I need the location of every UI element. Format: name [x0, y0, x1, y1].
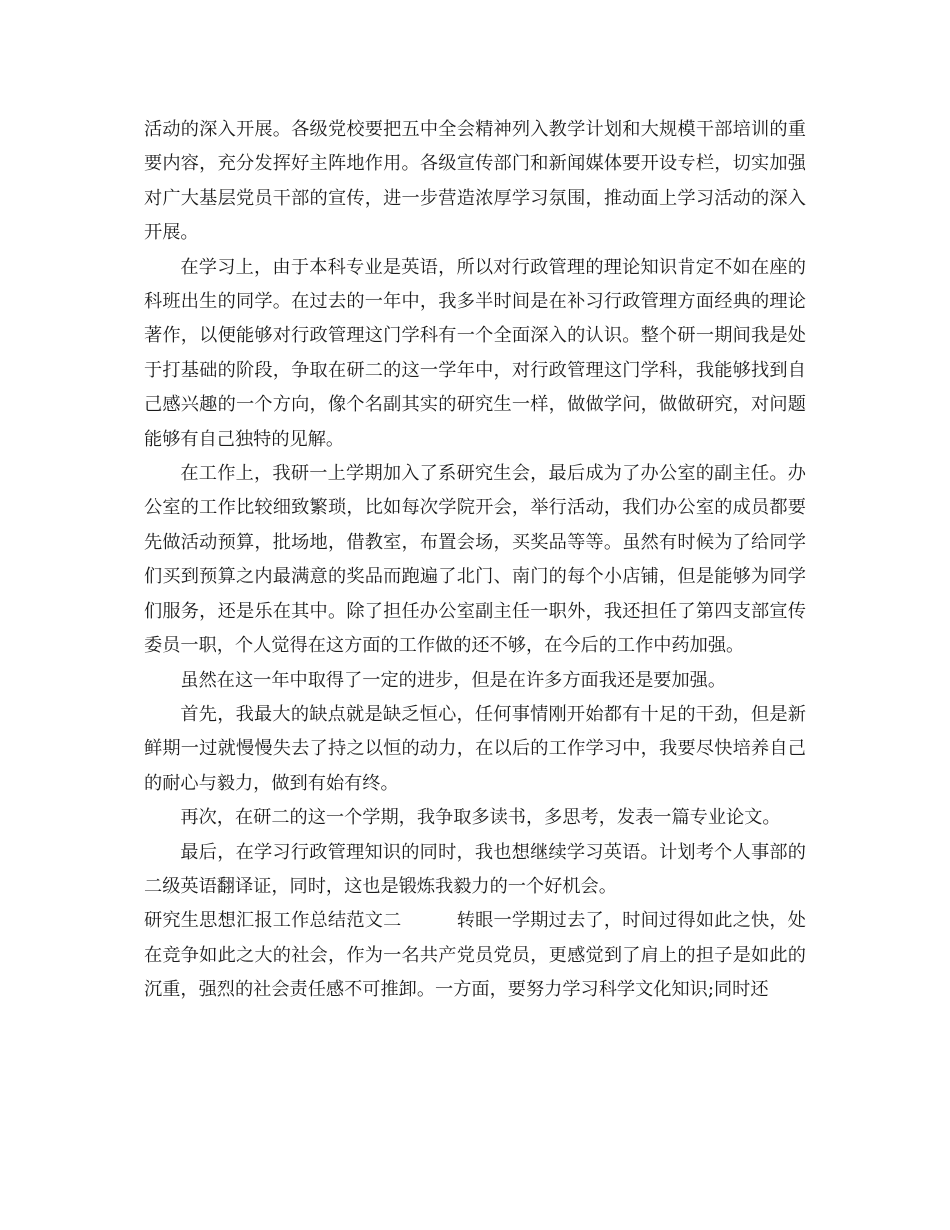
section-heading: 研究生思想汇报工作总结范文二 — [144, 910, 402, 932]
section-text: 转眼一学期过去了，时间过得如此之快，处在竞争如此之大的社会，作为一名共产党员党员，更感觉到了肩上的担子是如此的沉重，强烈的社会责任感不可推卸。一方面，要努力学习科学文化知识;同时还 — [144, 910, 806, 1001]
paragraph-first: 首先，我最大的缺点就是缺乏恒心，任何事情刚开始都有十足的干劲，但是新鲜期一过就慢慢失去了持之以恒的动力，在以后的工作学习中，我要尽快培养自己的耐心与毅力，做到有始有终。 — [144, 703, 806, 794]
paragraph-section-two — [144, 904, 806, 1007]
paragraph-study: 在学习上，由于本科专业是英语，所以对行政管理的理论知识肯定不如在座的科班出生的同学。在过去的一年中，我多半时间是在补习行政管理方面经典的理论著作，以便能够对行政管理这门学科有一个全面深入的认识。整个研一期间我是处于打基础的阶段，争取在研二的这一学年中，对行政管理这门学科，我能够找到自己感兴趣的一个方向，像个名副其实的研究生一样，做做学问，做做研究，对问题能够有自己独特的见解。 — [144, 256, 806, 450]
paragraph-progress: 虽然在这一年中取得了一定的进步，但是在许多方面我还是要加强。 — [180, 669, 727, 691]
document-body — [144, 113, 806, 1008]
paragraph-last: 最后，在学习行政管理知识的同时，我也想继续学习英语。计划考个人事部的二级英语翻译证，同时，这也是锻炼我毅力的一个好机会。 — [144, 841, 806, 897]
paragraph-continuation: 活动的深入开展。各级党校要把五中全会精神列入教学计划和大规模干部培训的重要内容，充分发挥好主阵地作用。各级宣传部门和新闻媒体要开设专栏，切实加强对广大基层党员干部的宣传，进一步营造浓厚学习氛围，推动面上学习活动的深入开展。 — [144, 119, 806, 244]
paragraph-second: 再次，在研二的这一个学期，我争取多读书，多思考，发表一篇专业论文。 — [180, 807, 781, 829]
section-gap — [402, 910, 457, 931]
paragraph-work: 在工作上，我研一上学期加入了系研究生会，最后成为了办公室的副主任。办公室的工作比较细致繁琐，比如每次学院开会，举行活动，我们办公室的成员都要先做活动预算，批场地，借教室，布置会场，买奖品等等。虽然有时候为了给同学们买到预算之内最满意的奖品而跑遍了北门、南门的每个小店铺，但是能够为同学们服务，还是乐在其中。除了担任办公室副主任一职外，我还担任了第四支部宣传委员一职，个人觉得在这方面的工作做的还不够，在今后的工作中药加强。 — [144, 463, 806, 657]
